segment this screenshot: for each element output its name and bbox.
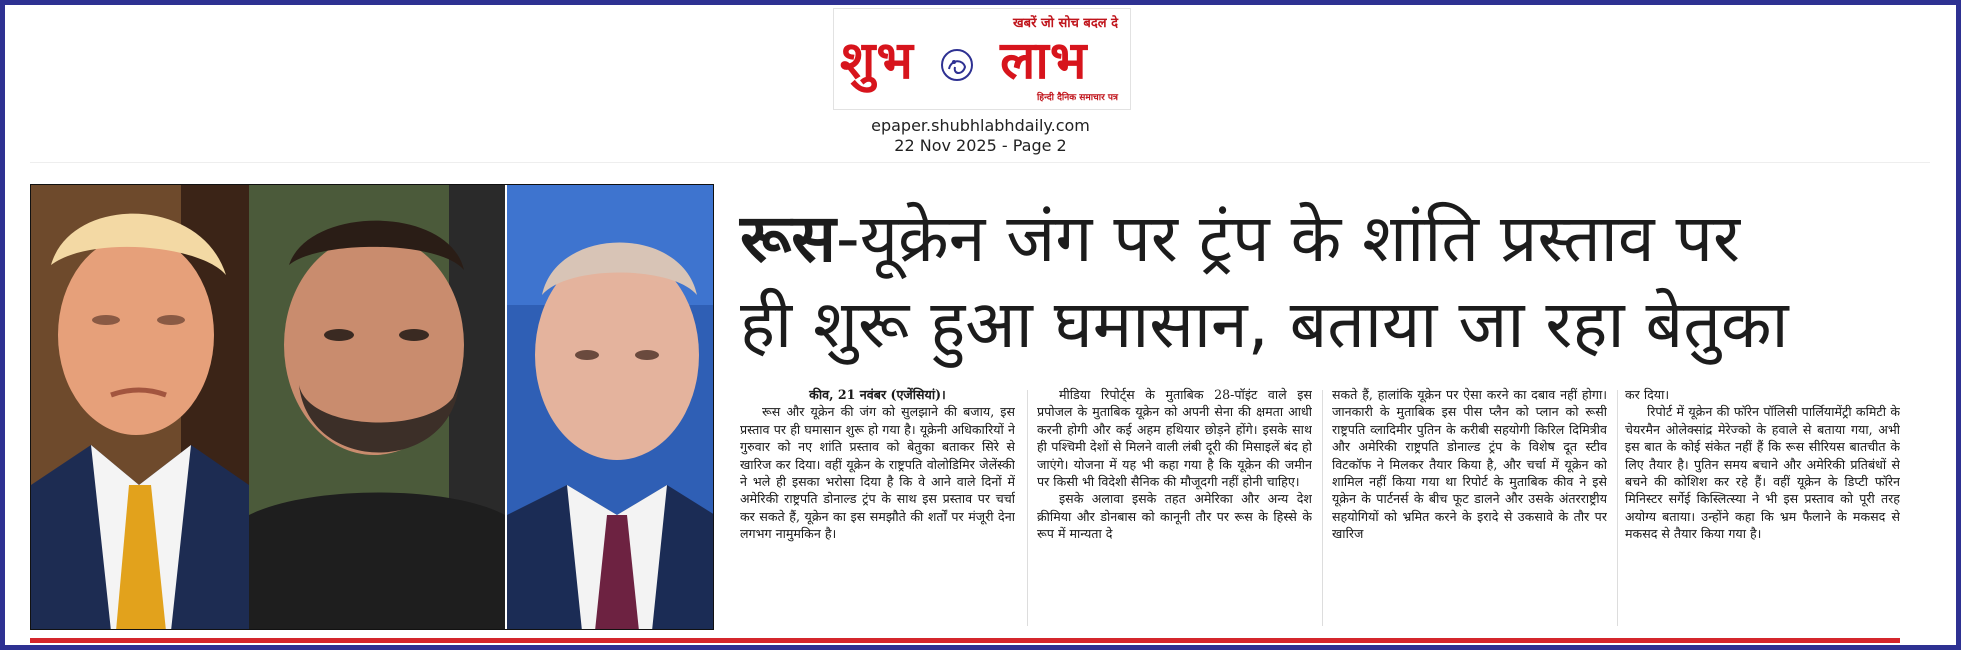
article-column-3	[1332, 386, 1607, 630]
photo-left-portrait	[31, 185, 249, 630]
column-divider	[1617, 390, 1618, 626]
column-3-text: सकते हैं, हालांकि यूक्रेन पर ऐसा करने का दबाव नहीं होगा।जानकारी के मुताबिक इस पीस प्लैन को प्लान को रूसी राष्ट्रपति व्लादिमीर पुतिन के करीबी सहयोगी किरिल दिमित्रीव और अमेरिकी राष्ट्रपति डोनाल्ड ट्रंप के विशेष दूत स्टीव विटकॉफ ने मिलकर तैयार किया है, और चर्चा में यूक्रेन को शामिल नहीं किया गया था रिपोर्ट के मुताबिक कीव ने इसे यूक्रेन के पार्टनर्स के बीच फूट डालने और उसके अंतरराष्ट्रीय सहयोगियों को भ्रमित करने के इरादे से उकसावे के तौर पर खारिज	[1332, 387, 1607, 542]
masthead-title-right: लाभ	[1000, 30, 1088, 91]
photo-center-portrait	[249, 185, 505, 630]
masthead-title	[840, 23, 1087, 94]
column-1-text: रूस और यूक्रेन की जंग को सुलझाने की बजाय, इस प्रस्ताव पर ही घमासान शुरू हो गया है। यूक्रेनी अधिकारियों ने गुरुवार को नए शांति प्रस्ताव को बेतुका बताकर सिरे से खारिज कर दिया। वहीं यूक्रेन के राष्ट्रपति वोलोडिमिर जेलेंस्की ने भले ही इसका भरोसा दिया है कि वे आने वाले दिनों में अमेरिकी राष्ट्रपति डोनाल्ड ट्रंप के साथ इस प्रस्ताव पर चर्चा कर सकते हैं, यूक्रेन का इस समझौते की शर्तों पर मंजूरी देना लगभग नामुमकिन है।	[740, 404, 1015, 542]
column-2-paragraph-2: इसके अलावा इसके तहत अमेरिका और अन्य देश क्रीमिया और डोनबास को कानूनी तौर पर रूस के हिस्से के रूप में मान्यता दे	[1037, 491, 1312, 542]
article-dateline: कीव, 21 नवंबर (एजेंसियां)।	[809, 387, 946, 402]
headline-line-2: ही शुरू हुआ घमासान, बताया जा रहा बेतुका	[740, 286, 1789, 363]
article-column-1	[740, 386, 1015, 630]
headline-line-1-rest: -यूक्रेन जंग पर ट्रंप के शांति प्रस्ताव पर	[835, 200, 1741, 277]
bottom-red-rule	[30, 638, 1900, 643]
leaders-photo	[30, 184, 714, 630]
masthead-subtitle: हिन्दी दैनिक समाचार पत्र	[1036, 93, 1118, 103]
masthead-title-left: शुभ	[840, 30, 914, 91]
photo-right-portrait	[507, 185, 714, 630]
edition-site[interactable]: epaper.shubhlabhdaily.com	[871, 116, 1090, 135]
column-divider	[1322, 390, 1323, 626]
column-divider	[1027, 390, 1028, 626]
column-4-paragraph-2: रिपोर्ट में यूक्रेन की फॉरेन पॉलिसी पार्लियामेंट्री कमिटी के चेयरमैन ओलेक्सांद्र मेरेज्को के हवाले से बताया गया, अभी इस बात के कोई संकेत नहीं हैं कि रूस सीरियस बातचीत के लिए तैयार है। पुतिन समय बचाने और अमेरिकी प्रतिबंधों से बचने की कोशिश कर रहे हैं। वहीं यूक्रेन के डिप्टी फॉरेन मिनिस्टर सर्गेई किस्लित्स्या ने भी इस प्रस्ताव को पूरी तरह अयोग्य बताया। उन्होंने कहा कि भ्रम फैलाने के मकसद से मकसद से तैयार किया गया है।	[1625, 404, 1900, 542]
masthead-logo	[833, 8, 1131, 110]
column-4-paragraph-1: कर दिया।	[1625, 387, 1670, 402]
masthead-tagline: खबरें जो सोच बदल दे	[1013, 16, 1118, 31]
top-divider	[30, 162, 1930, 163]
edition-date-page: 22 Nov 2025 - Page 2	[894, 136, 1067, 155]
article-headline	[740, 196, 1900, 368]
headline-bold-word: रूस	[740, 200, 836, 277]
headline-line-1	[740, 196, 1900, 282]
article-column-4	[1625, 386, 1900, 630]
article-column-2	[1037, 386, 1312, 630]
ganesh-icon	[937, 45, 977, 85]
column-2-paragraph-1: मीडिया रिपोर्ट्स के मुताबिक 28-पॉइंट वाले इस प्रपोजल के मुताबिक यूक्रेन को अपनी सेना की क्षमता आधी करनी होगी और कई अहम हथियार छोड़ने होंगे। इसके साथ ही पश्चिमी देशों से मिलने वाली लंबी दूरी की मिसाइलें बंद हो जाएंगे। योजना में यह भी कहा गया है कि यूक्रेन की जमीन पर किसी भी विदेशी सैनिक की मौजूदगी नहीं होनी चाहिए।	[1037, 387, 1312, 490]
